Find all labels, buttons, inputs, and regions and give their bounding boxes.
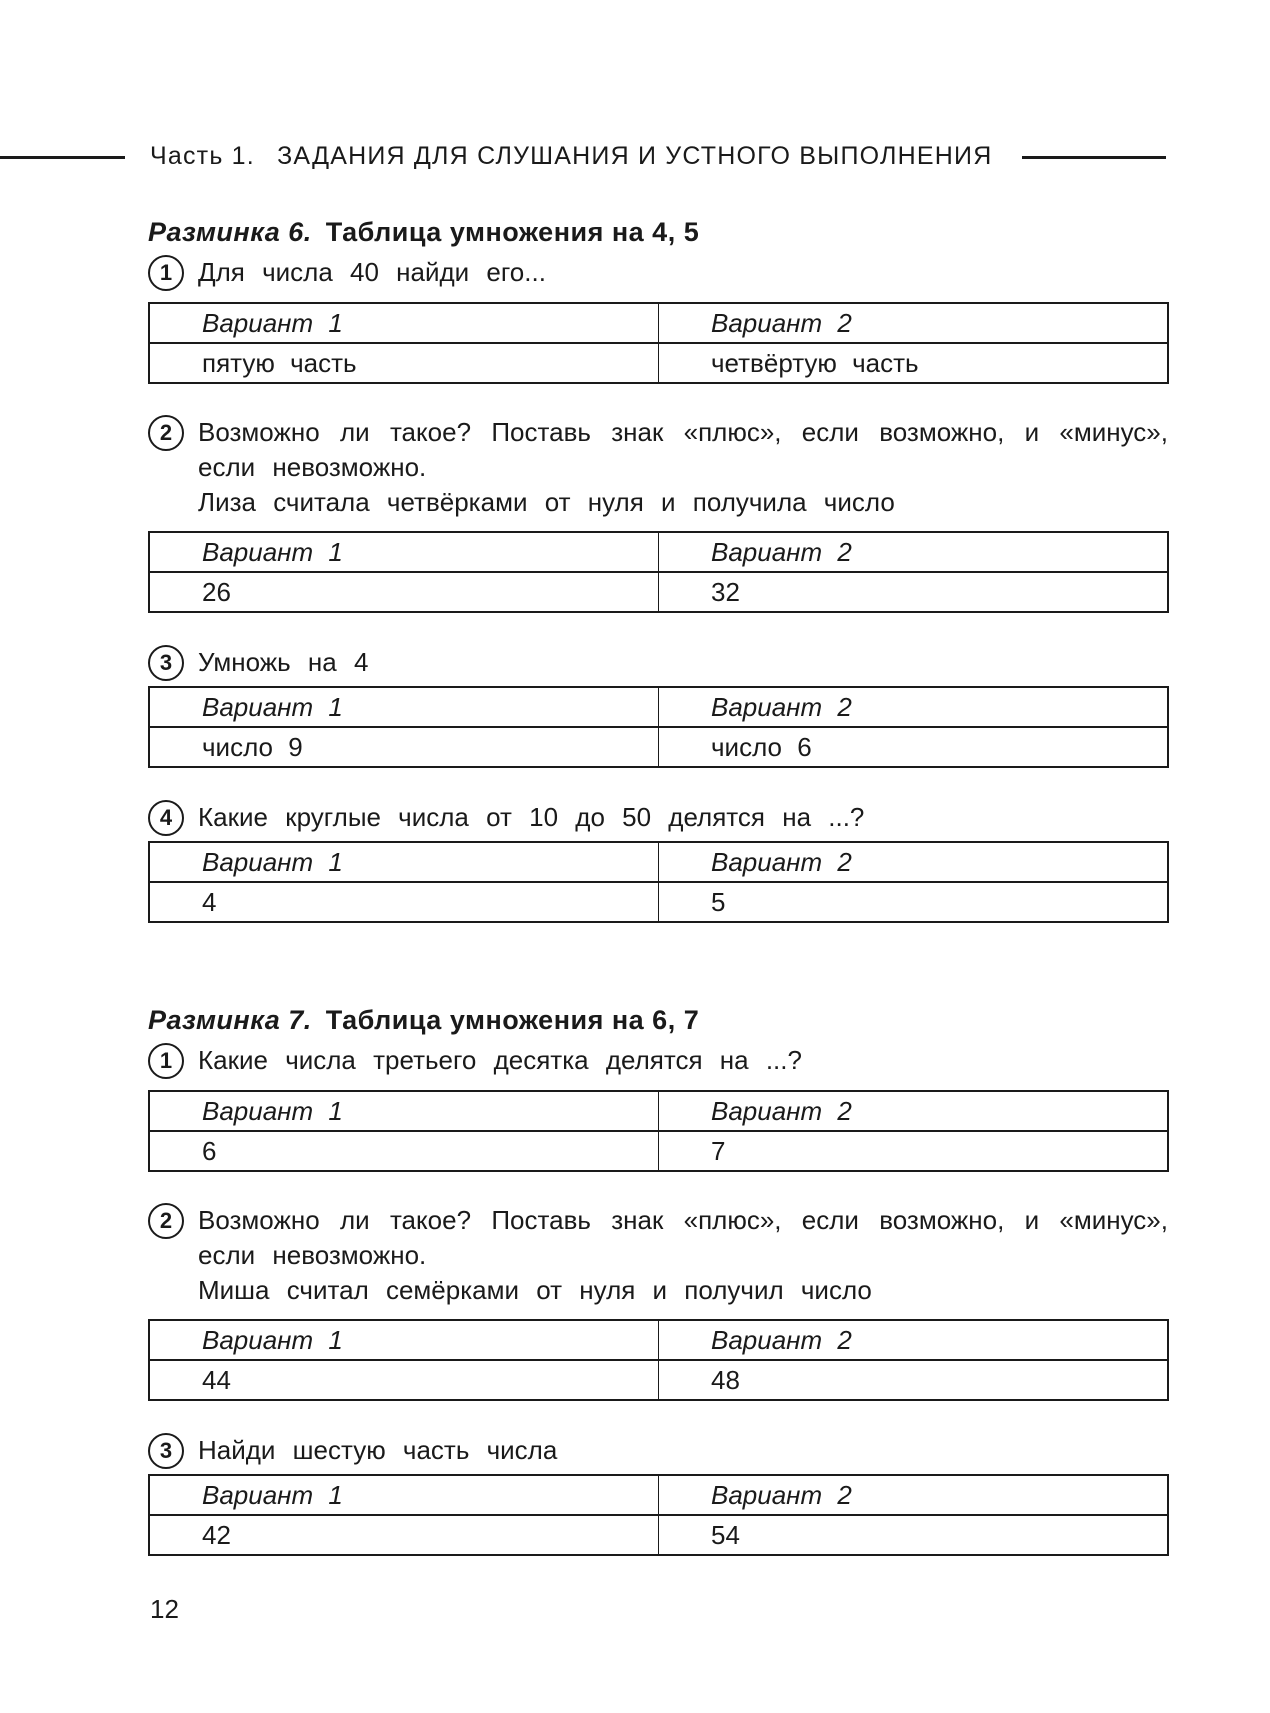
task-question	[148, 1203, 1168, 1308]
variant-2-header: Вариант 2	[659, 842, 1169, 882]
question-text: Какие числа третьего десятка делятся на ...?	[198, 1045, 802, 1075]
task-question	[148, 255, 1168, 290]
header-rule-right	[1022, 156, 1166, 159]
variant-table	[148, 841, 1169, 923]
variant-table	[148, 531, 1169, 613]
task-number-badge: 4	[148, 800, 184, 836]
task-7-2	[148, 1203, 1168, 1308]
variant-2-value: 54	[659, 1515, 1169, 1555]
task-number-badge: 1	[148, 1043, 184, 1079]
question-text: Умножь на 4	[198, 647, 369, 677]
variant-1-header: Вариант 1	[149, 303, 659, 343]
variant-2-header: Вариант 2	[659, 303, 1169, 343]
variant-2-header: Вариант 2	[659, 1475, 1169, 1515]
variant-2-value: четвёртую часть	[659, 343, 1169, 383]
variant-2-header: Вариант 2	[659, 687, 1169, 727]
question-text: Миша считал семёрками от нуля и получил число	[198, 1275, 872, 1305]
header-text	[150, 142, 992, 171]
task-7-3	[148, 1433, 1168, 1468]
task-number-badge: 1	[148, 255, 184, 291]
task-6-3	[148, 645, 1168, 680]
variant-2-value: 7	[659, 1131, 1169, 1171]
task-question	[148, 1433, 1168, 1468]
variant-2-value: 48	[659, 1360, 1169, 1400]
page-number: 12	[150, 1594, 179, 1624]
variant-1-value: число 9	[149, 727, 659, 767]
question-text: Возможно ли такое? Поставь знак «плюс», если возможно, и «минус», если невозможно.	[198, 417, 1168, 482]
variant-2-header: Вариант 2	[659, 1091, 1169, 1131]
variant-1-value: 42	[149, 1515, 659, 1555]
task-number-badge: 2	[148, 1203, 184, 1239]
variant-2-value: число 6	[659, 727, 1169, 767]
header-part: Часть 1.	[150, 142, 255, 170]
variant-table	[148, 1319, 1169, 1401]
running-header	[0, 142, 1166, 170]
section-title-6	[148, 217, 699, 248]
task-number-badge: 3	[148, 645, 184, 681]
variant-table	[148, 686, 1169, 768]
task-number-badge: 2	[148, 415, 184, 451]
variant-1-header: Вариант 1	[149, 687, 659, 727]
variant-2-header: Вариант 2	[659, 1320, 1169, 1360]
variant-1-value: 4	[149, 882, 659, 922]
variant-1-header: Вариант 1	[149, 1320, 659, 1360]
variant-1-value: 26	[149, 572, 659, 612]
task-question	[148, 1043, 1168, 1078]
question-text: Найди шестую часть числа	[198, 1435, 558, 1465]
task-6-2	[148, 415, 1168, 520]
question-text: Лиза считала четвёрками от нуля и получила число	[198, 487, 895, 517]
task-7-1	[148, 1043, 1168, 1078]
section-title-7	[148, 1005, 699, 1036]
section-heading: Таблица умножения на 4, 5	[325, 217, 700, 247]
task-question	[148, 415, 1168, 520]
variant-2-value: 5	[659, 882, 1169, 922]
variant-1-header: Вариант 1	[149, 1091, 659, 1131]
task-question	[148, 800, 1168, 835]
variant-table	[148, 302, 1169, 384]
section-label: Разминка 7.	[148, 1005, 312, 1035]
question-text: Для числа 40 найди его...	[198, 257, 546, 287]
header-rule-left	[0, 156, 125, 159]
task-question	[148, 645, 1168, 680]
variant-2-value: 32	[659, 572, 1169, 612]
variant-1-value: 6	[149, 1131, 659, 1171]
task-6-1	[148, 255, 1168, 290]
question-text: Какие круглые числа от 10 до 50 делятся на ...?	[198, 802, 865, 832]
variant-1-header: Вариант 1	[149, 1475, 659, 1515]
task-number-badge: 3	[148, 1433, 184, 1469]
variant-table	[148, 1474, 1169, 1556]
variant-table	[148, 1090, 1169, 1172]
task-6-4	[148, 800, 1168, 835]
variant-1-value: 44	[149, 1360, 659, 1400]
variant-1-header: Вариант 1	[149, 532, 659, 572]
section-heading: Таблица умножения на 6, 7	[325, 1005, 700, 1035]
variant-1-header: Вариант 1	[149, 842, 659, 882]
variant-1-value: пятую часть	[149, 343, 659, 383]
section-label: Разминка 6.	[148, 217, 312, 247]
variant-2-header: Вариант 2	[659, 532, 1169, 572]
question-text: Возможно ли такое? Поставь знак «плюс», если возможно, и «минус», если невозможно.	[198, 1205, 1168, 1270]
header-title: ЗАДАНИЯ ДЛЯ СЛУШАНИЯ И УСТНОГО ВЫПОЛНЕНИЯ	[277, 142, 993, 170]
